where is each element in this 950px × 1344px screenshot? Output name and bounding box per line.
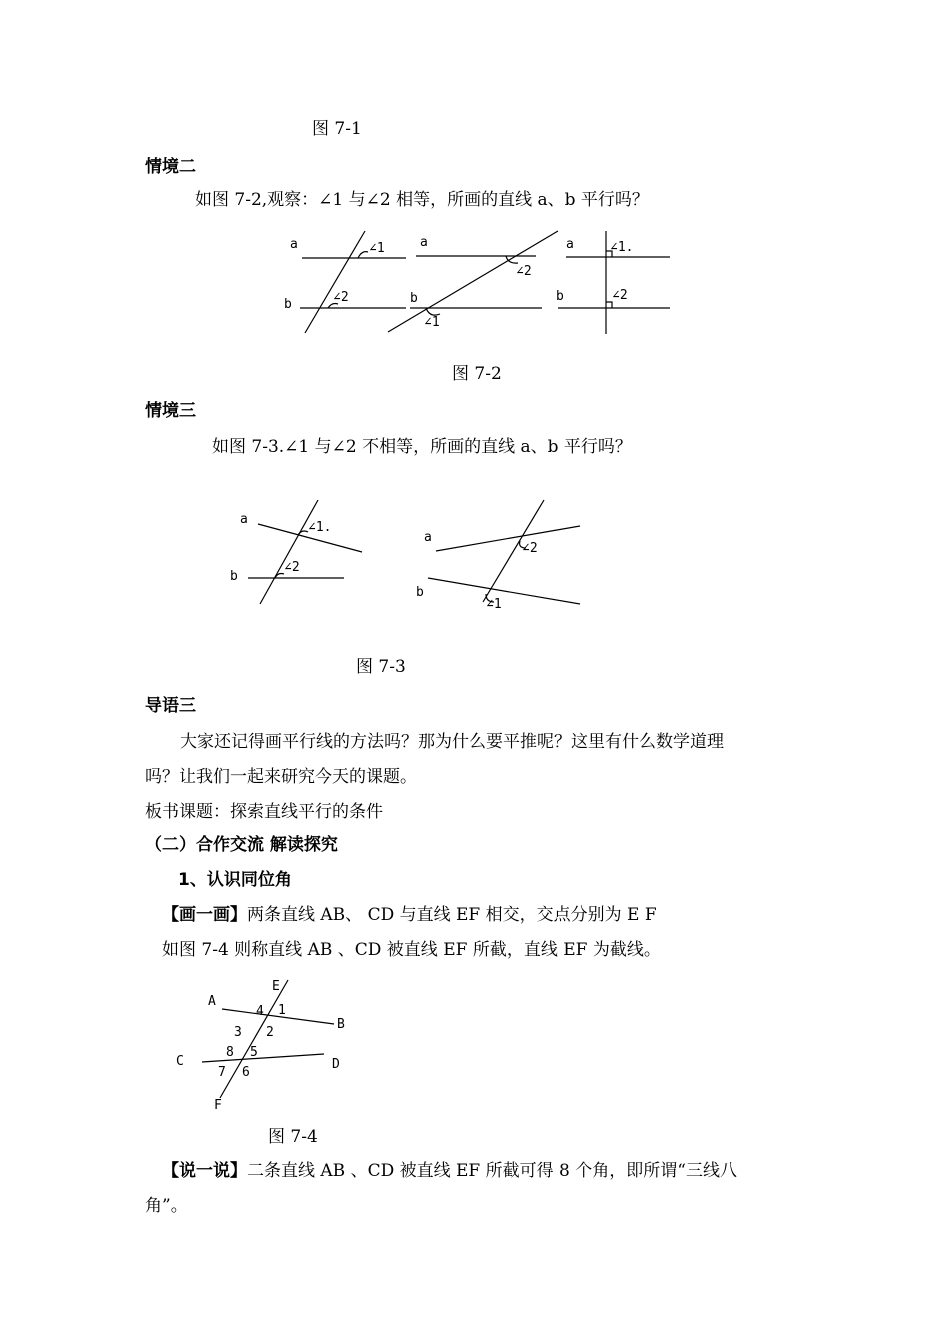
intro3-line2: 吗？让我们一起来研究今天的课题。 [145,767,417,787]
draw-paragraph [162,904,657,926]
draw-line2: 如图 7-4 则称直线 AB 、CD 被直线 EF 所截，直线 EF 为截线。 [162,940,661,960]
fig72-transversal2 [388,231,558,332]
say-line2: 角”。 [145,1196,188,1216]
fig72-transversal1 [305,231,365,333]
figure-7-3 [228,496,588,614]
fig72-arc2-p1 [328,304,338,309]
fig74-label-C: C [176,1054,184,1069]
fig73-angle1-left: ∠1. [308,520,332,535]
draw-tag: 【画一画】 [162,905,247,925]
fig73-right [416,500,580,612]
fig72-part1 [284,231,406,333]
intro3-line1: 大家还记得画平行线的方法吗？那为什么要平推呢？这里有什么数学道理 [180,732,724,752]
board-title: 板书课题：探索直线平行的条件 [145,802,383,822]
fig72-arc2-p2 [506,256,518,263]
fig74-angle-5: 5 [250,1045,258,1060]
fig74-label-A: A [208,994,216,1009]
fig72-angle1-p3: ∠1. [610,240,634,255]
fig72-angle1-p2: ∠1 [424,315,440,330]
fig73-line-a2 [436,526,580,551]
fig72-label-b2: b [410,291,418,306]
fig72-label-b1: b [284,297,292,312]
fig74-label-B: B [337,1017,345,1032]
fig73-transversal1 [260,500,318,604]
fig74-line-EF [220,980,288,1098]
fig73-line-b2 [428,578,580,604]
fig73-label-b1: b [230,569,238,584]
figure-7-2 [280,226,680,338]
say-paragraph [162,1160,737,1182]
fig74-line-CD [202,1054,324,1062]
figure-7-4-caption: 图 7-4 [268,1127,318,1147]
fig72-arc1-p1 [358,252,368,258]
scene3-question: 如图 7-3.∠1 与∠2 不相等，所画的直线 a、b 平行吗？ [212,437,632,457]
fig74-angle-6: 6 [242,1065,250,1080]
figure-7-3-caption: 图 7-3 [356,657,406,677]
sub1-heading: 1、认识同位角 [178,870,292,890]
fig74-angle-4: 4 [256,1004,264,1019]
fig74-label-D: D [332,1057,340,1072]
figure-7-4 [170,976,360,1114]
intro3-heading: 导语三 [145,696,196,716]
scene2-heading: 情境二 [145,157,196,177]
say-tag: 【说一说】 [162,1161,247,1181]
fig73-angle2-right: ∠2 [522,541,538,556]
say-line1: 二条直线 AB 、CD 被直线 EF 所截可得 8 个角，即所谓“三线八 [247,1161,737,1181]
fig72-angle2-p3: ∠2 [612,288,628,303]
fig72-part2 [388,231,558,332]
fig72-label-a2: a [420,235,428,250]
fig74-angle-2: 2 [266,1025,274,1040]
scene2-question: 如图 7-2,观察：∠1 与∠2 相等，所画的直线 a、b 平行吗？ [195,190,649,210]
fig74-angle-7: 7 [218,1065,226,1080]
fig73-label-a1: a [240,512,248,527]
fig74-label-F: F [214,1098,222,1113]
fig73-label-a2: a [424,530,432,545]
fig72-angle2-p2: ∠2 [516,264,532,279]
fig73-angle2-left: ∠2 [284,560,300,575]
section2-heading: （二）合作交流 解读探究 [145,835,338,855]
fig72-angle2-p1: ∠2 [333,290,349,305]
fig73-left [230,500,362,604]
fig74-angle-3: 3 [234,1025,242,1040]
fig72-angle1-p1: ∠1 [369,241,385,256]
fig73-label-b2: b [416,585,424,600]
fig73-angle1-right: ∠1 [486,597,502,612]
fig72-label-a3: a [566,237,574,252]
fig74-angle-8: 8 [226,1045,234,1060]
fig72-label-a1: a [290,237,298,252]
figure-7-2-caption: 图 7-2 [452,364,502,384]
fig74-label-E: E [272,979,280,994]
draw-line1: 两条直线 AB、 CD 与直线 EF 相交，交点分别为 E F [247,905,657,925]
fig72-label-b3: b [556,289,564,304]
figure-7-1-caption: 图 7-1 [312,119,362,139]
fig72-part3 [556,231,670,334]
fig74-angle-1: 1 [278,1003,286,1018]
scene3-heading: 情境三 [145,401,196,421]
